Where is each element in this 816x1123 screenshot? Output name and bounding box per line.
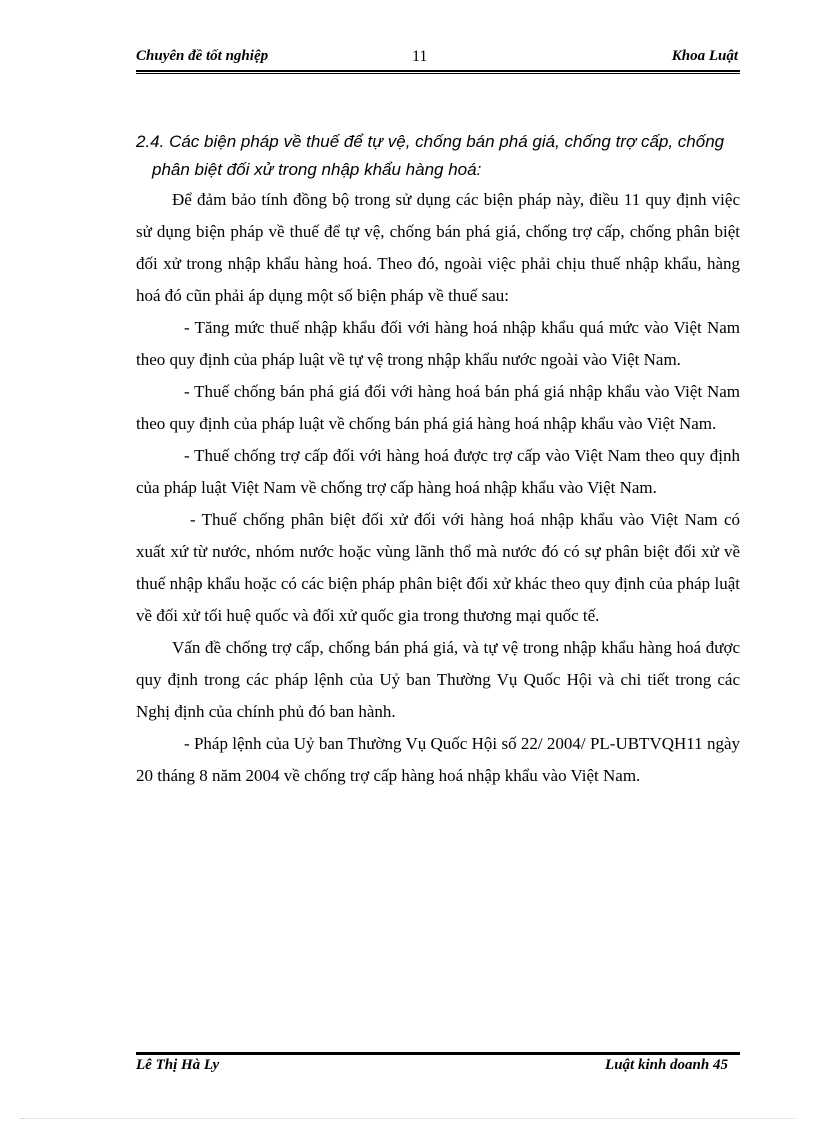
footer-author: Lê Thị Hà Ly: [136, 1057, 220, 1073]
header-rule: [136, 70, 740, 74]
header-title: Chuyên đề tốt nghiệp: [136, 48, 269, 64]
paragraph-regulation: Vấn đề chống trợ cấp, chống bán phá giá, và tự vệ trong nhập khẩu hàng hoá được quy định trong các pháp lệnh của Uỷ ban Thường Vụ Quốc Hội và chi tiết trong các Nghị định của chính phủ đó ban hành.: [136, 638, 740, 721]
section-heading-line1: 2.4. Các biện pháp về thuế để tự vệ, chống bán phá giá, chống trợ cấp, chống: [136, 132, 725, 151]
header-faculty: Khoa Luật: [671, 48, 738, 64]
paragraph-intro: Để đảm bảo tính đồng bộ trong sử dụng các biện pháp này, điều 11 quy định việc sử dụng biện pháp về thuế để tự vệ, chống bán phá giá, chống trợ cấp, chống phân biệt đối xử trong nhập khẩu hàng hoá. Theo đó, ngoài việc phải chịu thuế nhập khẩu, hàng hoá đó cũn phải áp dụng một số biện pháp về thuế sau:: [136, 190, 740, 305]
bullet-antisubsidy: - Thuế chống trợ cấp đối với hàng hoá được trợ cấp vào Việt Nam theo quy định của pháp luật Việt Nam về chống trợ cấp hàng hoá nhập khẩu vào Việt Nam.: [136, 446, 740, 497]
bullet-antidumping: - Thuế chống bán phá giá đối với hàng hoá bán phá giá nhập khẩu vào Việt Nam theo quy định của pháp luật về chống bán phá giá hàng hoá nhập khẩu vào Việt Nam.: [136, 382, 740, 433]
section-heading-line2: phân biệt đối xử trong nhập khẩu hàng hoá:: [152, 160, 482, 179]
bullet-safeguard: - Tăng mức thuế nhập khẩu đối với hàng hoá nhập khẩu quá mức vào Việt Nam theo quy định của pháp luật về tự vệ trong nhập khẩu nước ngoài vào Việt Nam.: [136, 318, 740, 369]
bullet-ordinance: - Pháp lệnh của Uỷ ban Thường Vụ Quốc Hội số 22/ 2004/ PL-UBTVQH11 ngày 20 tháng 8 năm 2004 về chống trợ cấp hàng hoá nhập khẩu vào Việt Nam.: [136, 734, 740, 785]
footer-class: Luật kinh doanh 45: [605, 1057, 728, 1073]
page-number: 11: [412, 48, 428, 65]
footer-rule: [136, 1052, 740, 1055]
page-edge-dots: [20, 1118, 796, 1119]
document-body: [136, 128, 740, 792]
section-heading: [136, 128, 740, 184]
bullet-antidiscrimination: - Thuế chống phân biệt đối xử đối với hàng hoá nhập khẩu vào Việt Nam có xuất xứ từ nước, nhóm nước hoặc vùng lãnh thổ mà nước đó có sự phân biệt đối xử về thuế nhập khẩu hoặc có các biện pháp phân biệt đối xử khác theo quy định của pháp luật về đối xử tối huệ quốc và đối xử quốc gia trong thương mại quốc tế.: [136, 510, 740, 625]
